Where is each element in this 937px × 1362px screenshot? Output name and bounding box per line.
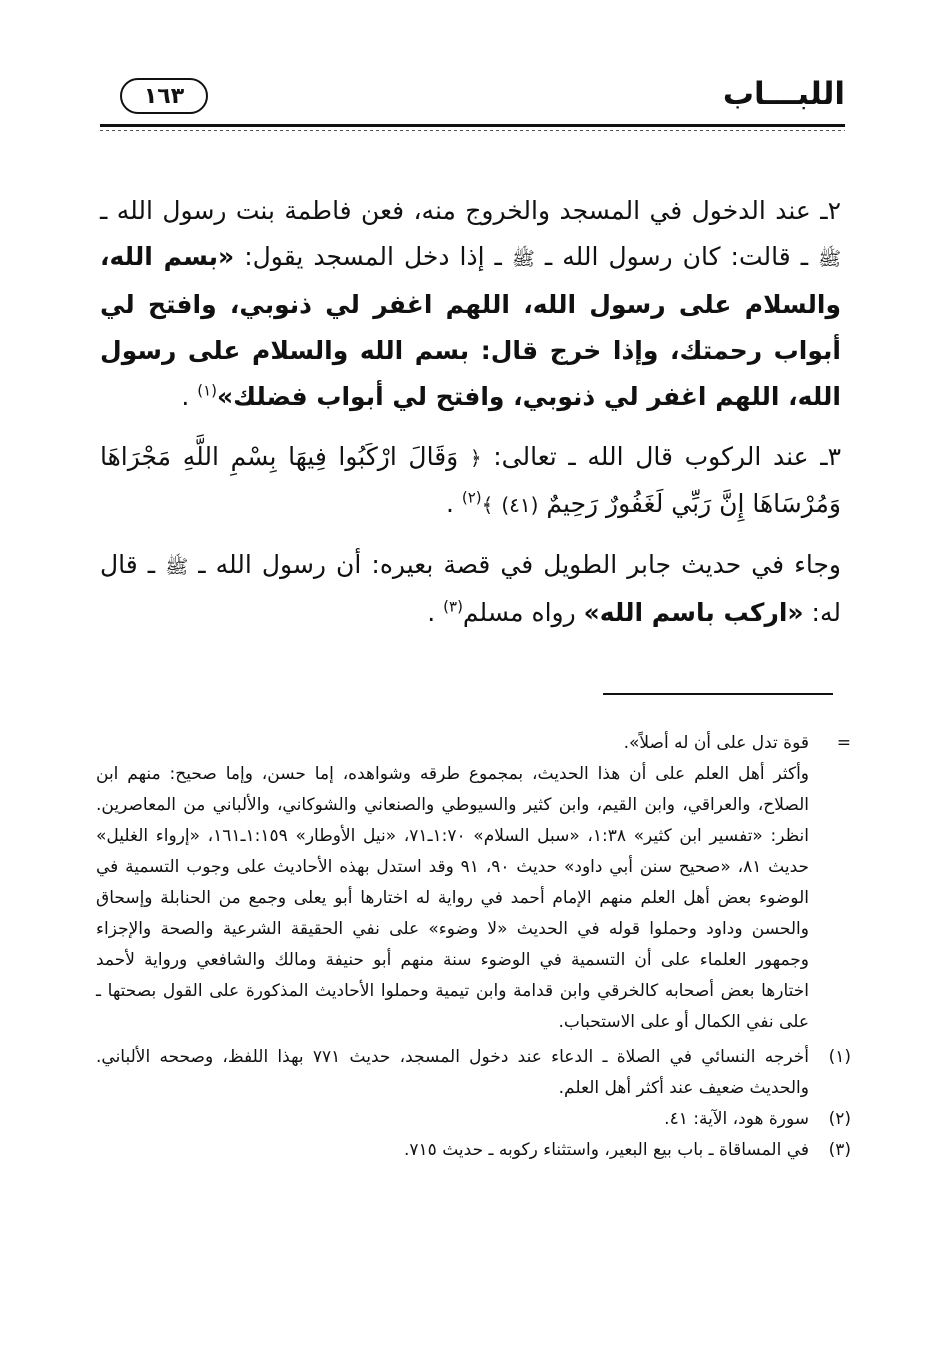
footnote-item	[96, 1104, 851, 1135]
footnote-text: سورة هود، الآية: ٤١.	[664, 1109, 809, 1129]
page-number-badge	[120, 78, 208, 114]
header-rule	[100, 124, 845, 127]
paragraph-mosque-said: ـ قالت: كان رسول الله ـ	[544, 242, 809, 271]
footnote-continuation	[96, 728, 851, 1038]
honorific-glyph: ﷺ	[511, 248, 535, 270]
footnote-ref-1: (١)	[197, 381, 217, 400]
footnote-number: (١)	[828, 1047, 851, 1067]
paragraph-mosque-intro: ٢ـ عند الدخول في المسجد والخروج منه، فعن فاطمة بنت رسول الله ـ	[100, 196, 841, 225]
continuation-mark: =	[836, 733, 851, 753]
hadith-quote-mosque: «بسم الله، والسلام على رسول الله، اللهم اغفر لي ذنوبي، وافتح لي أبواب رحمتك، وإذا خرج قال: بسم الله والسلام على رسول الله، اللهم اغفر لي ذنوبي، وافتح لي أبواب فضلك»	[100, 242, 841, 411]
footnote-ref-3: (٣)	[443, 597, 463, 616]
footnotes	[96, 728, 851, 1166]
ayah-number: (٤١)	[501, 493, 539, 517]
footnote-number: (٢)	[828, 1109, 851, 1129]
paragraph-jabir	[100, 542, 841, 636]
quran-verse: وَقَالَ ارْكَبُوا فِيهَا بِسْمِ اللَّهِ مَجْرَاهَا وَمُرْسَاهَا إِنَّ رَبِّي لَغَفُورٌ رَحِيمٌ	[100, 442, 841, 518]
page-number: ١٦٣	[143, 83, 185, 109]
running-title: اللبـــاب	[722, 76, 845, 112]
footnote-separator	[603, 693, 833, 695]
main-text	[100, 188, 841, 636]
footnote-item	[96, 1042, 851, 1104]
hadith-quote-riding: «اركب باسم الله»	[583, 598, 804, 627]
footnote-text: في المساقاة ـ باب بيع البعير، واستثناء ركوبه ـ حديث ٧١٥.	[404, 1140, 809, 1160]
paragraph-jabir-said: ـ قال له:	[100, 550, 841, 627]
period: .	[427, 598, 436, 627]
header-rule-dotted	[100, 130, 845, 131]
paragraph-riding-intro: ٣ـ عند الركوب قال الله ـ تعالى:	[493, 442, 842, 471]
paragraph-jabir-intro: وجاء في حديث جابر الطويل في قصة بعيره: أن رسول الله ـ	[198, 550, 841, 579]
paragraph-riding	[100, 434, 841, 528]
footnote-list	[96, 1042, 851, 1166]
ayah-close-bracket: ﴾	[481, 493, 494, 517]
period: .	[181, 382, 190, 411]
paragraph-jabir-source: رواه مسلم	[462, 598, 576, 627]
paragraph-mosque-enter: ـ إذا دخل المسجد يقول:	[244, 242, 502, 271]
period: .	[445, 489, 454, 518]
ayah-open-bracket: ﴿	[469, 446, 482, 470]
footnote-ref-2: (٢)	[461, 488, 482, 507]
honorific-glyph: ﷺ	[818, 248, 842, 270]
footnote-text: أخرجه النسائي في الصلاة ـ الدعاء عند دخول المسجد، حديث ٧٧١ بهذا اللفظ، وصححه الألباني. والحديث ضعيف عند أكثر أهل العلم.	[96, 1047, 809, 1098]
footnote-number: (٣)	[828, 1140, 851, 1160]
footnote-continuation-text: قوة تدل على أن له أصلاً». وأكثر أهل العلم على أن هذا الحديث، بمجموع طرقه وشواهده، إما حسن، وإما صحيح: منهم ابن الصلاح، والعراقي، وابن القيم، وابن كثير والسيوطي والصنعاني والشوكاني، والألباني من المعاصرين. انظر: «تفسير ابن كثير» ١:٣٨، «سبل السلام» ١:٧٠ـ٧١، «نيل الأوطار» ١:١٥٩ـ١٦١، «إرواء الغليل» حديث ٨١، «صحيح سنن أبي داود» حديث ٩٠، ٩١ وقد استدل بهذه الأحاديث على وجوب التسمية في الوضوء بعض أهل العلم منهم الإمام أحمد في رواية له اختارها أبو يعلى وجمع من الحنابلة وإسحاق والحسن وداود وحملوا قوله في الحديث «لا وضوء» على نفي الحقيقة الشرعية والصحة والإجزاء وجمهور العلماء على أن التسمية في الوضوء سنة منهم أبو حنيفة ومالك والشافعي ورواية لأحمد اختارها بعض أصحابه كالخرقي وابن قدامة وابن تيمية وحملوا الأحاديث المذكورة على القول بصحتها ـ على نفي الكمال أو على الاستحباب.	[96, 733, 810, 1032]
honorific-glyph: ﷺ	[165, 556, 189, 578]
paragraph-mosque	[100, 188, 841, 420]
footnote-item	[96, 1135, 851, 1166]
